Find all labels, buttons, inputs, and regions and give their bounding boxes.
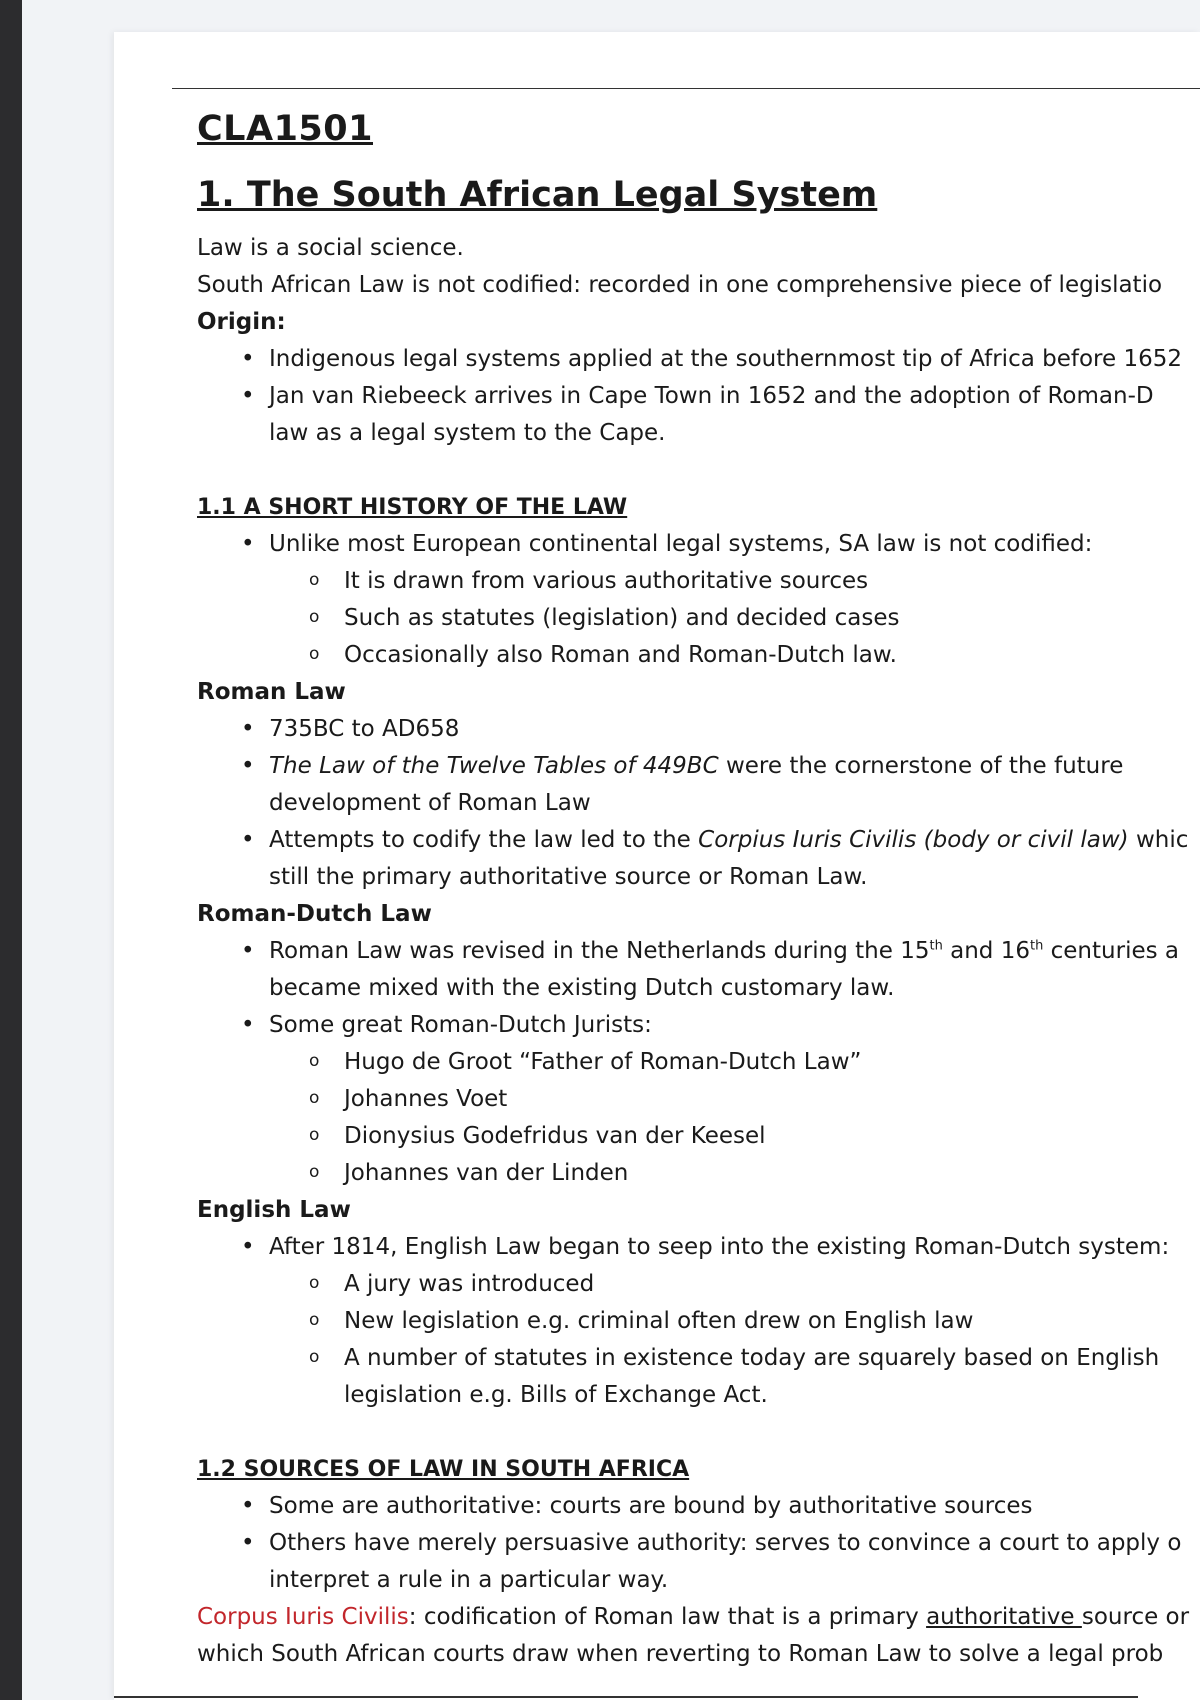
sources-list [197, 1488, 1200, 1562]
corpus-definition [197, 1599, 1200, 1636]
english-law-label: English Law [197, 1197, 351, 1223]
history-list [197, 526, 1200, 674]
roman-dutch-list-b [197, 1007, 1200, 1192]
rd-b1-sup1: th [929, 938, 943, 954]
jurist-1: o Hugo de Groot “Father of Roman-Dutch Law” [197, 1044, 1200, 1081]
rd-b1-mid: and 16 [942, 938, 1030, 964]
corpus-rest: : codification of Roman law that is a primary [408, 1604, 927, 1630]
history-sub-1: o It is drawn from various authoritative sources [197, 563, 1200, 600]
header-rule [172, 88, 1200, 89]
roman-bullet-1: • 735BC to AD658 [197, 711, 1200, 748]
english-sub-1: o A jury was introduced [197, 1266, 1200, 1303]
twelve-tables-italic: The Law of the Twelve Tables of 449BC [269, 753, 719, 779]
origin-label: Origin: [197, 309, 286, 335]
origin-list [197, 341, 1200, 415]
roman-bullet-3-cont: still the primary authoritative source or Roman Law. [269, 864, 868, 890]
roman-dutch-bullet-2: • Some great Roman-Dutch Jurists: [197, 1007, 1200, 1044]
english-sub-3: o A number of statutes in existence today are squarely based on English [197, 1340, 1200, 1377]
corpus-authoritative: authoritative [926, 1604, 1082, 1630]
history-sub-2: o Such as statutes (legislation) and decided cases [197, 600, 1200, 637]
jurist-3: o Dionysius Godefridus van der Keesel [197, 1118, 1200, 1155]
footer-rule [114, 1696, 1138, 1698]
roman-bullet-3 [197, 822, 1200, 859]
intro-line-2: South African Law is not codified: recorded in one comprehensive piece of legislatio [197, 272, 1163, 298]
sources-bullet-2: • Others have merely persuasive authority: serves to convince a court to apply o [197, 1525, 1200, 1562]
roman-bullet-3-post: whic [1128, 827, 1189, 853]
roman-bullet-2-cont: development of Roman Law [269, 790, 591, 816]
roman-bullet-2 [197, 748, 1200, 785]
corpus-definition-cont: which South African courts draw when reverting to Roman Law to solve a legal prob [197, 1641, 1164, 1667]
left-window-edge [0, 0, 22, 1700]
course-code: CLA1501 [197, 109, 373, 149]
roman-dutch-bullet-1-cont: became mixed with the existing Dutch customary law. [269, 975, 895, 1001]
corpus-term: Corpus Iuris Civilis [197, 1604, 409, 1630]
rd-b1-sup2: th [1029, 938, 1044, 954]
section-1-2-heading: 1.2 SOURCES OF LAW IN SOUTH AFRICA [197, 1457, 690, 1482]
english-sub-2: o New legislation e.g. criminal often drew on English law [197, 1303, 1200, 1340]
chapter-title: 1. The South African Legal System [197, 175, 878, 215]
corpus-end: source or [1081, 1604, 1190, 1630]
corpius-italic: Corpius Iuris Civilis (body or civil law) [698, 827, 1129, 853]
roman-dutch-bullet-1 [197, 933, 1200, 970]
sources-bullet-2-cont: interpret a rule in a particular way. [269, 1567, 669, 1593]
jurist-2: o Johannes Voet [197, 1081, 1200, 1118]
document-content [197, 100, 1200, 1673]
sources-bullet-1: • Some are authoritative: courts are bound by authoritative sources [197, 1488, 1200, 1525]
english-law-list [197, 1229, 1200, 1377]
history-bullet: • Unlike most European continental legal systems, SA law is not codified: [197, 526, 1200, 563]
rd-b1-post: centuries a [1043, 938, 1179, 964]
rd-b1-pre: Roman Law was revised in the Netherlands during the 15 [269, 938, 930, 964]
english-sub-3-cont: legislation e.g. Bills of Exchange Act. [344, 1382, 768, 1408]
origin-item-2: • Jan van Riebeeck arrives in Cape Town in 1652 and the adoption of Roman-D [197, 378, 1200, 415]
jurist-4: o Johannes van der Linden [197, 1155, 1200, 1192]
history-sub-3: o Occasionally also Roman and Roman-Dutch law. [197, 637, 1200, 674]
intro-line-1: Law is a social science. [197, 235, 464, 261]
roman-law-list [197, 711, 1200, 785]
origin-item-1: • Indigenous legal systems applied at the southernmost tip of Africa before 1652 [197, 341, 1200, 378]
section-1-1-heading: 1.1 A SHORT HISTORY OF THE LAW [197, 495, 628, 520]
english-bullet-1: • After 1814, English Law began to seep into the existing Roman-Dutch system: [197, 1229, 1200, 1266]
document-page [114, 32, 1200, 1700]
roman-bullet-2-rest: were the cornerstone of the future [718, 753, 1124, 779]
roman-dutch-list [197, 933, 1200, 970]
roman-law-label: Roman Law [197, 679, 346, 705]
roman-law-list-b [197, 822, 1200, 859]
roman-bullet-3-pre: Attempts to codify the law led to the [269, 827, 699, 853]
roman-dutch-label: Roman-Dutch Law [197, 901, 432, 927]
origin-item-2-cont: law as a legal system to the Cape. [269, 420, 666, 446]
